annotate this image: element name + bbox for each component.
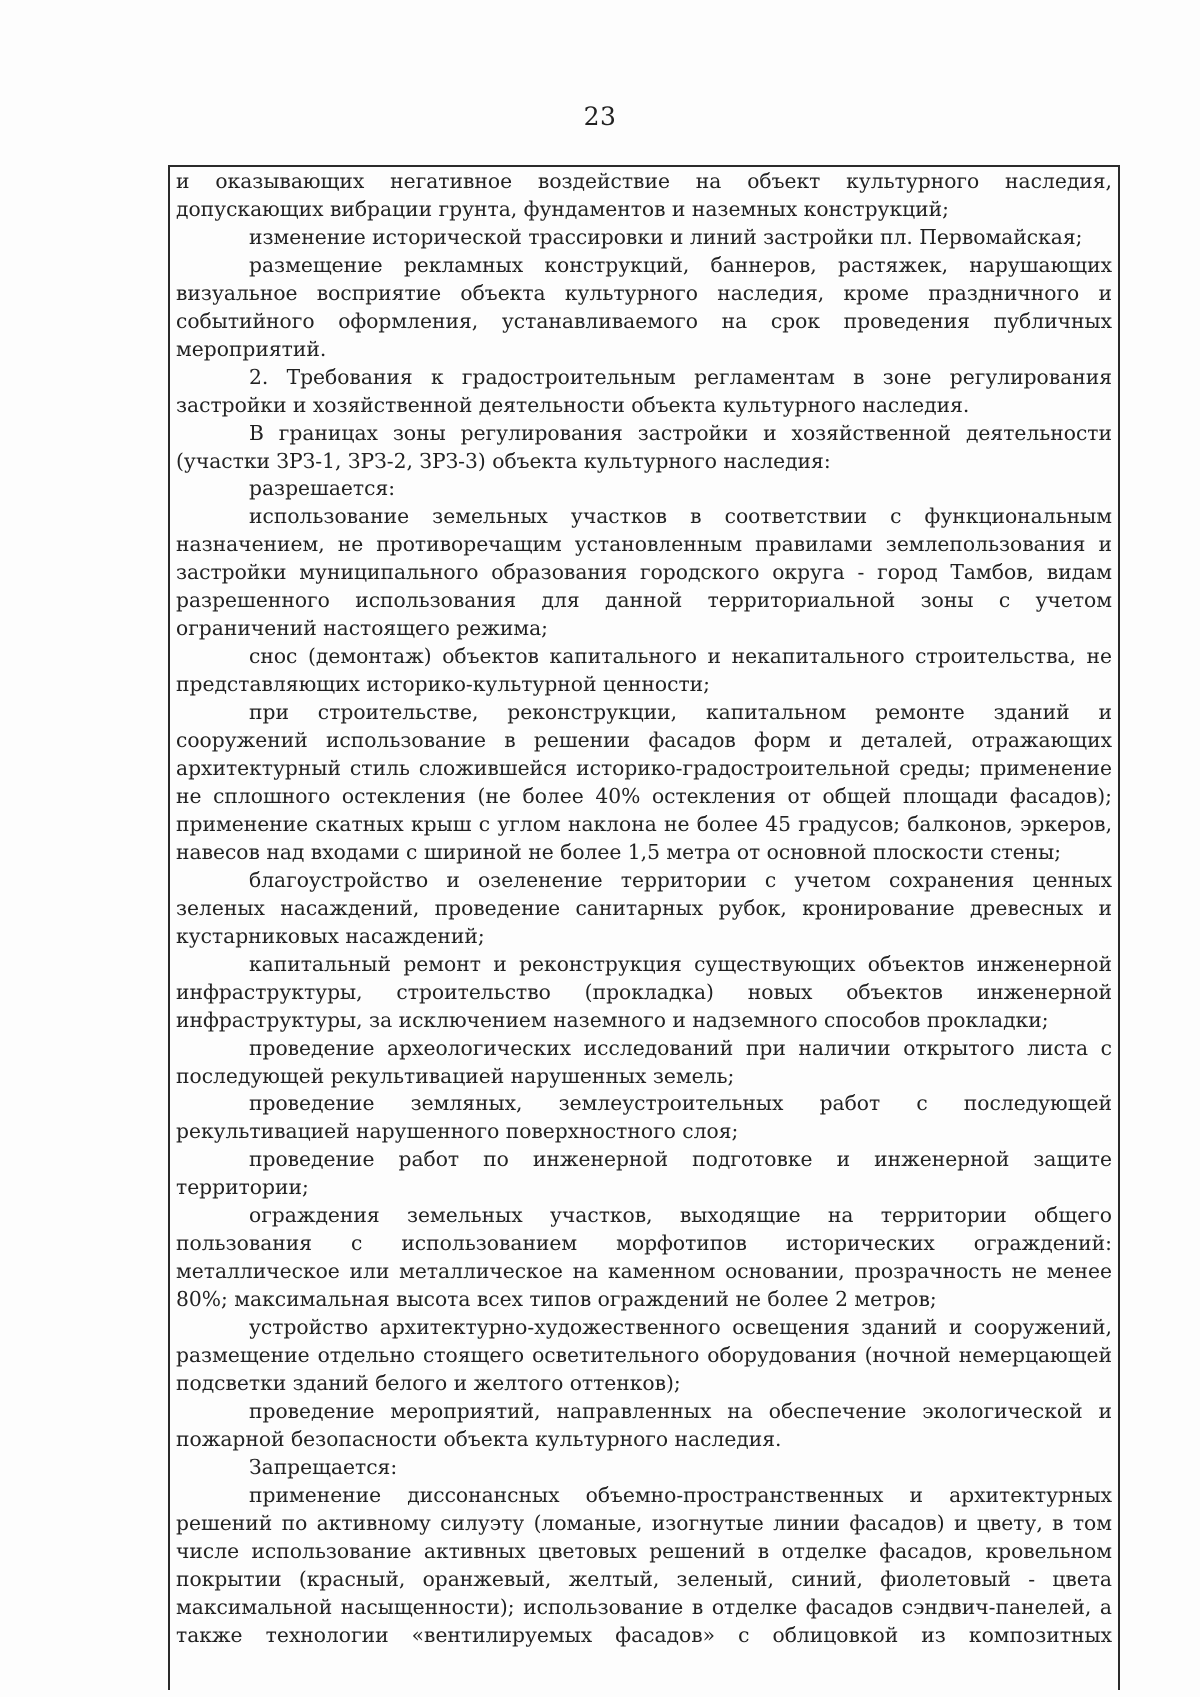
paragraph: проведение археологических исследований при наличии открытого листа с последующей рекультивацией нарушенных земель; — [176, 1035, 1112, 1088]
page-number: 23 — [583, 102, 617, 131]
paragraph: снос (демонтаж) объектов капитального и некапитального строительства, не представляющих историко-культурной ценности; — [176, 644, 1112, 697]
paragraph: благоустройство и озеленение территории с учетом сохранения ценных зеленых насаждений, проведение санитарных рубок, кронирование древесных и кустарниковых насаждений; — [176, 867, 1112, 948]
paragraph: применение диссонансных объемно-пространственных и архитектурных решений по активному силуэту (ломаные, изогнутые линии фасадов) и цвету, в том числе использование активных цветовых решений в отделке фасадов, кровельном покрытии (красный, оранжевый, желтый, зеленый, синий, фиолетовый - цвета максимальной насыщенности); использование в отделке фасадов сэндвич-панелей, а также технологии «вентилируемых фасадов» с облицовкой из композитных — [176, 1482, 1112, 1647]
paragraph: размещение рекламных конструкций, баннеров, растяжек, нарушающих визуальное восприятие объекта культурного наследия, кроме праздничного и событийного оформления, устанавливаемого на срок проведения публичных мероприятий. — [176, 252, 1112, 361]
paragraph: устройство архитектурно-художественного освещения зданий и сооружений, размещение отдельно стоящего осветительного оборудования (ночной немерцающей подсветки зданий белого и желтого оттенков); — [176, 1315, 1112, 1395]
paragraph: проведение работ по инженерной подготовке и инженерной защите территории; — [176, 1147, 1112, 1200]
paragraph: проведение земляных, землеустроительных работ с последующей рекультивацией нарушенного поверхностного слоя; — [176, 1091, 1112, 1144]
paragraph: и оказывающих негативное воздействие на объект культурного наследия, допускающих вибрации грунта, фундаментов и наземных конструкций; — [176, 169, 1112, 221]
paragraph: капитальный ремонт и реконструкция существующих объектов инженерной инфраструктуры, строительство (прокладка) новых объектов инженерной инфраструктуры, за исключением наземного и надземного способов прокладки; — [176, 951, 1112, 1032]
paragraph: 2. Требования к градостроительным регламентам в зоне регулирования застройки и хозяйственной деятельности объекта культурного наследия. — [176, 364, 1112, 417]
paragraph: разрешается: — [249, 476, 396, 501]
paragraph: Запрещается: — [249, 1454, 398, 1479]
paragraph: ограждения земельных участков, выходящие на территории общего пользования с использованием морфотипов исторических ограждений: металлическое или металлическое на каменном основании, прозрачность не менее 80%; максимальная высота всех типов ограждений не более 2 метров; — [176, 1203, 1112, 1312]
body-text — [176, 168, 1112, 1650]
paragraph: использование земельных участков в соответствии с функциональным назначением, не противоречащим установленным правилами землепользования и застройки муниципального образования городского округа - город Тамбов, видам разрешенного использования для данной территориальной зоны с учетом ограничений настоящего режима; — [176, 504, 1112, 641]
paragraph: проведение мероприятий, направленных на обеспечение экологической и пожарной безопасности объекта культурного наследия. — [176, 1398, 1112, 1451]
paragraph: В границах зоны регулирования застройки и хозяйственной деятельности (участки ЗРЗ-1, ЗРЗ-2, ЗРЗ-3) объекта культурного наследия: — [176, 420, 1112, 473]
paragraph: изменение исторической трассировки и линий застройки пл. Первомайская; — [249, 224, 1083, 249]
paragraph: при строительстве, реконструкции, капитальном ремонте зданий и сооружений использование в решении фасадов форм и деталей, отражающих архитектурный стиль сложившейся историко-градостроительной среды; применение не сплошного остекления (не более 40% остекления от общей площади фасадов); применение скатных крыш с углом наклона не более 45 градусов; балконов, эркеров, навесов над входами с шириной не более 1,5 метра от основной плоскости стены; — [176, 700, 1112, 864]
